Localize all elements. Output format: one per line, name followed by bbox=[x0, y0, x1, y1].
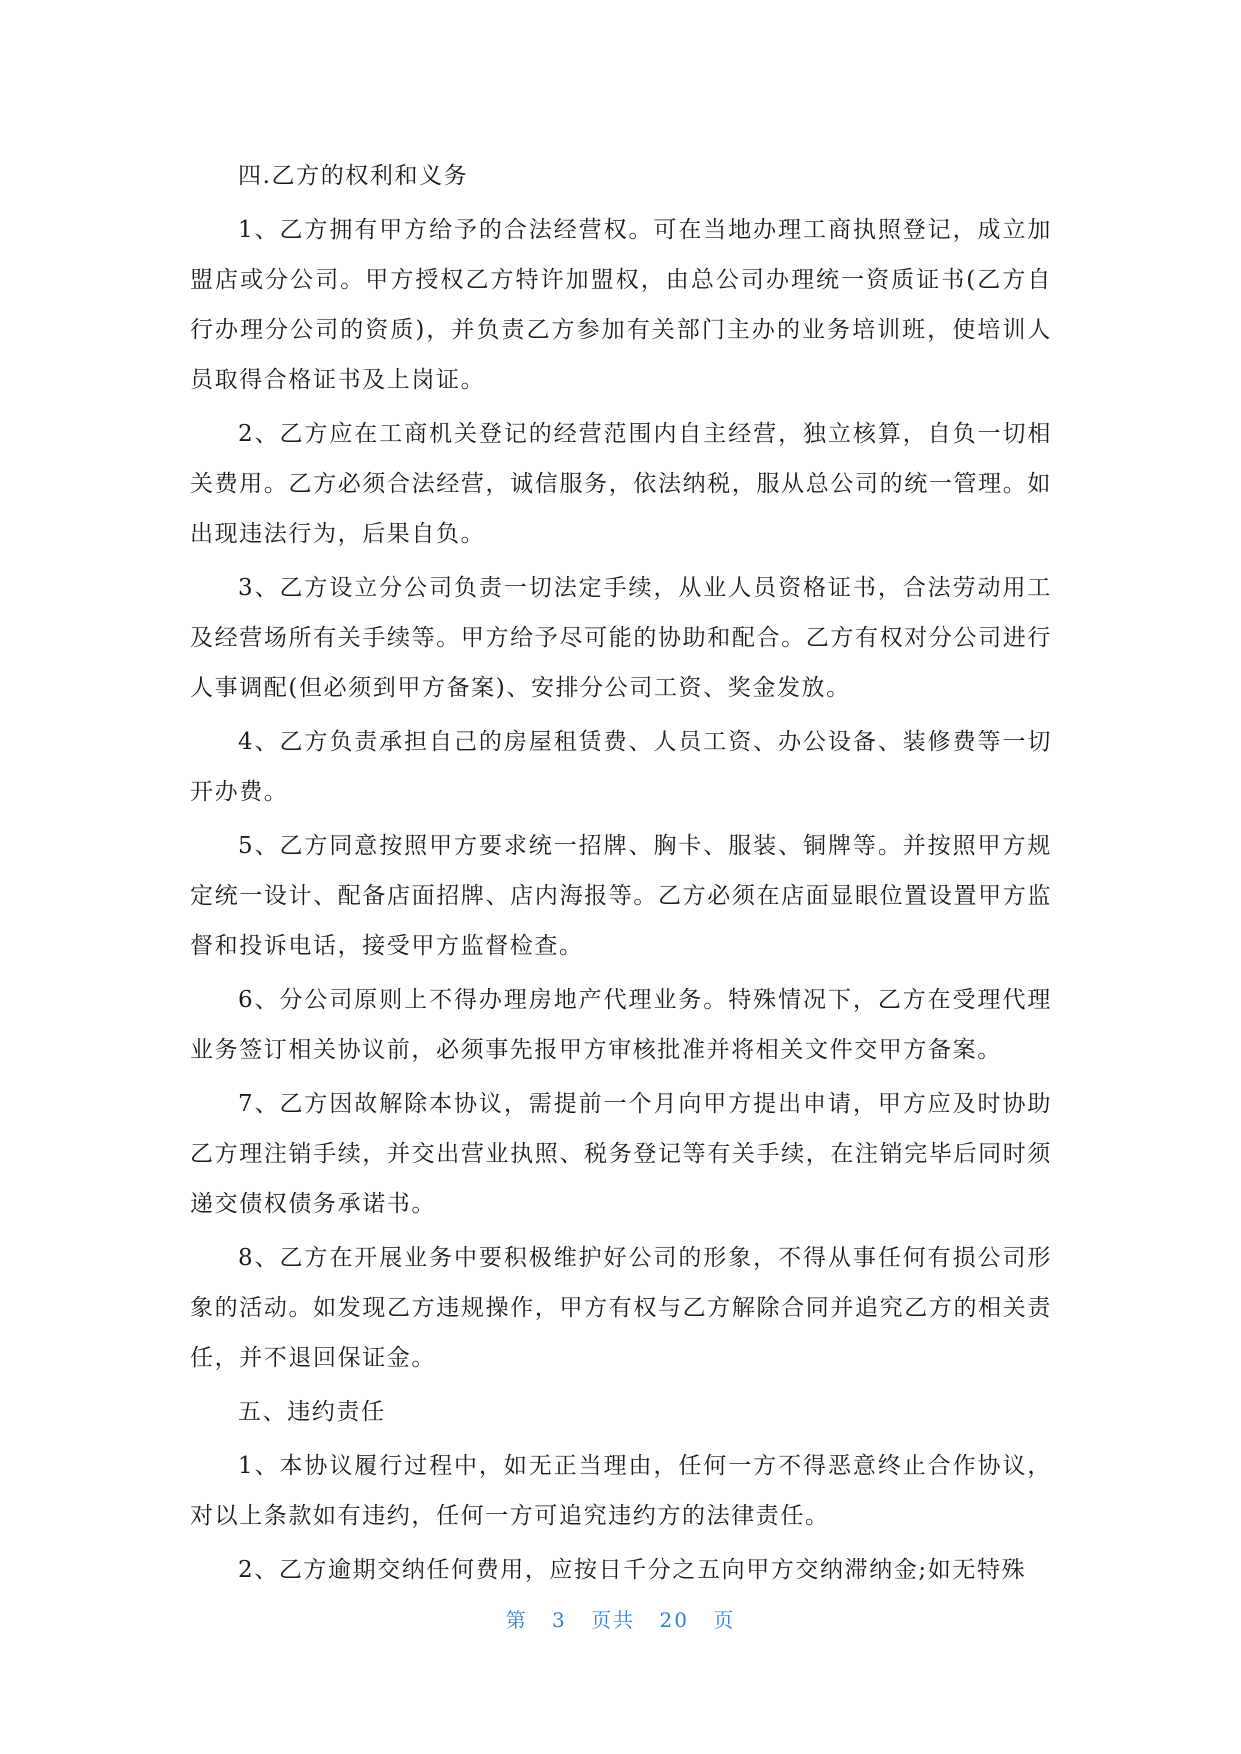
clause-4-3: 3、乙方设立分公司负责一切法定手续，从业人员资格证书，合法劳动用工及经营场所有关手续等。甲方给予尽可能的协助和配合。乙方有权对分公司进行人事调配(但必须到甲方备案)、安排分公司工资、奖金发放。 bbox=[190, 575, 1052, 701]
footer-current-page: 3 bbox=[552, 1608, 567, 1632]
clause-4-4: 4、乙方负责承担自己的房屋租赁费、人员工资、办公设备、装修费等一切开办费。 bbox=[190, 729, 1052, 805]
clause-4-5: 5、乙方同意按照甲方要求统一招牌、胸卡、服装、铜牌等。并按照甲方规定统一设计、配备店面招牌、店内海报等。乙方必须在店面显眼位置设置甲方监督和投诉电话，接受甲方监督检查。 bbox=[190, 833, 1052, 959]
clause-4-7: 7、乙方因故解除本协议，需提前一个月向甲方提出申请，甲方应及时协助乙方理注销手续，并交出营业执照、税务登记等有关手续，在注销完毕后同时须递交债权债务承诺书。 bbox=[190, 1091, 1052, 1217]
footer-suffix: 页 bbox=[713, 1608, 736, 1632]
footer-total-pages: 20 bbox=[659, 1608, 689, 1632]
footer-prefix: 第 bbox=[505, 1608, 528, 1632]
clause-5-2: 2、乙方逾期交纳任何费用，应按日千分之五向甲方交纳滞纳金;如无特殊 bbox=[238, 1557, 1027, 1583]
clause-4-8: 8、乙方在开展业务中要积极维护好公司的形象，不得从事任何有损公司形象的活动。如发现乙方违规操作，甲方有权与乙方解除合同并追究乙方的相关责任，并不退回保证金。 bbox=[190, 1245, 1052, 1371]
footer-middle: 页共 bbox=[591, 1608, 636, 1632]
section-heading-5: 五、违约责任 bbox=[238, 1399, 386, 1425]
page-number-footer bbox=[0, 1604, 1241, 1633]
clause-4-6: 6、分公司原则上不得办理房地产代理业务。特殊情况下，乙方在受理代理业务签订相关协议前，必须事先报甲方审核批准并将相关文件交甲方备案。 bbox=[190, 987, 1052, 1063]
section-heading-4: 四.乙方的权利和义务 bbox=[238, 163, 469, 189]
clause-4-2: 2、乙方应在工商机关登记的经营范围内自主经营，独立核算，自负一切相关费用。乙方必须合法经营，诚信服务，依法纳税，服从总公司的统一管理。如出现违法行为，后果自负。 bbox=[190, 421, 1052, 547]
clause-4-1: 1、乙方拥有甲方给予的合法经营权。可在当地办理工商执照登记，成立加盟店或分公司。甲方授权乙方特许加盟权，由总公司办理统一资质证书(乙方自行办理分公司的资质)，并负责乙方参加有关部门主办的业务培训班，使培训人员取得合格证书及上岗证。 bbox=[190, 217, 1052, 393]
clause-5-1: 1、本协议履行过程中，如无正当理由，任何一方不得恶意终止合作协议，对以上条款如有违约，任何一方可追究违约方的法律责任。 bbox=[190, 1453, 1052, 1529]
document-body bbox=[190, 151, 1052, 1599]
